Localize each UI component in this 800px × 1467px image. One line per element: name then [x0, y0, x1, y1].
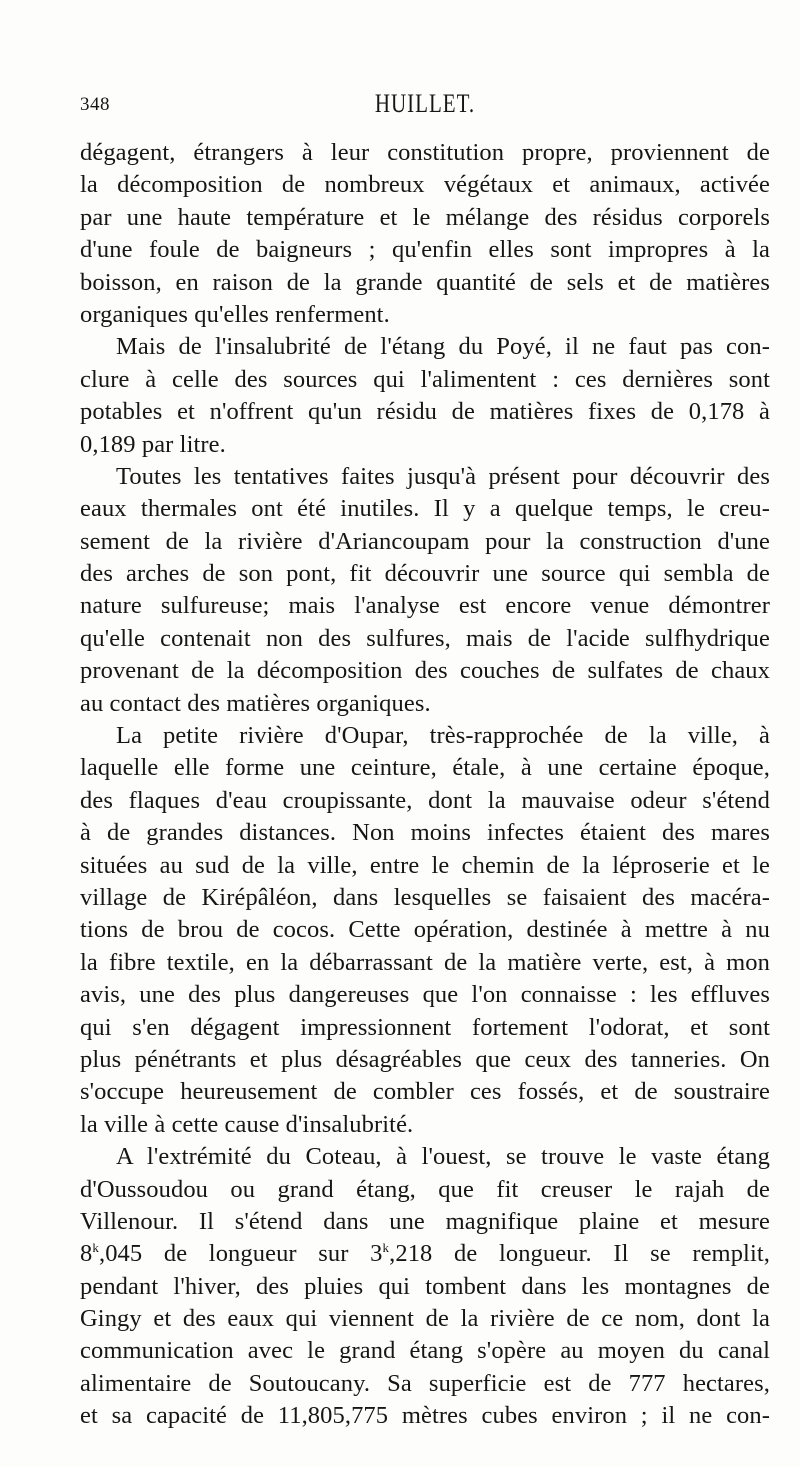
text-line: par une haute température et le mélange des résidus corporels [80, 203, 770, 231]
text-line: sement de la rivière d'Ariancoupam pour la construction d'une [80, 527, 770, 555]
text-line: la fibre textile, en la débarrassant de la matière verte, est, à mon [80, 948, 770, 976]
text-line: Villenour. Il s'étend dans une magnifique plaine et mesure [80, 1207, 770, 1235]
text-line: Toutes les tentatives faites jusqu'à présent pour découvrir des [116, 462, 770, 490]
text-line: organiques qu'elles renferment. [80, 300, 390, 328]
text-line: avis, une des plus dangereuses que l'on connaisse : les effluves [80, 981, 770, 1009]
text-line: clure à celle des sources qui l'alimentent : ces dernières sont [80, 365, 770, 393]
text-line: laquelle elle forme une ceinture, étale, à une certaine époque, [80, 754, 770, 782]
text-line: qu'elle contenait non des sulfures, mais de l'acide sulfhydrique [80, 624, 770, 652]
text-line: village de Kirépâléon, dans lesquelles se faisaient des macéra- [80, 883, 770, 911]
text-line: d'Oussoudou ou grand étang, que fit creuser le rajah de [80, 1175, 770, 1203]
text-line: potables et n'offrent qu'un résidu de matières fixes de 0,178 à [80, 398, 770, 426]
text-line: pendant l'hiver, des pluies qui tombent dans les montagnes de [80, 1272, 770, 1300]
text-line: des arches de son pont, fit découvrir une source qui sembla de [80, 560, 770, 588]
text-line: Gingy et des eaux qui viennent de la rivière de ce nom, dont la [80, 1305, 770, 1333]
text-line: provenant de la décomposition des couches de sulfates de chaux [80, 657, 770, 685]
text-line: 0,189 par litre. [80, 430, 226, 458]
text-line: 8$^k$,045 de longueur sur 3$^k$,218 de longueur. Il se remplit, [80, 1240, 770, 1268]
text-line: et sa capacité de 11,805,775 mètres cubes environ ; il ne con- [80, 1402, 770, 1430]
text-line: s'occupe heureusement de combler ces fossés, et de soustraire [80, 1078, 770, 1106]
text-line: boisson, en raison de la grande quantité de sels et de matières [80, 268, 770, 296]
running-header [80, 88, 770, 118]
page-number: 348 [80, 94, 110, 115]
running-title: HUILLET. [374, 88, 476, 118]
text-line: tions de brou de cocos. Cette opération, destinée à mettre à nu [80, 916, 770, 944]
text-line: situées au sud de la ville, entre le chemin de la léproserie et le [80, 851, 770, 879]
text-line: A l'extrémité du Coteau, à l'ouest, se trouve le vaste étang [116, 1143, 770, 1171]
text-line: au contact des matières organiques. [80, 689, 431, 717]
text-line: plus pénétrants et plus désagréables que ceux des tanneries. On [80, 1045, 770, 1073]
text-line: d'une foule de baigneurs ; qu'enfin elles sont impropres à la [80, 236, 770, 264]
text-line: alimentaire de Soutoucany. Sa superficie est de 777 hectares, [80, 1369, 770, 1397]
text-line: La petite rivière d'Oupar, très-rapprochée de la ville, à [116, 722, 770, 750]
text-line: eaux thermales ont été inutiles. Il y a quelque temps, le creu- [80, 495, 770, 523]
body-text [80, 137, 770, 1433]
text-line: dégagent, étrangers à leur constitution propre, proviennent de [80, 139, 770, 166]
text-line: qui s'en dégagent impressionnent fortement l'odorat, et sont [80, 1013, 770, 1041]
text-line: nature sulfureuse; mais l'analyse est encore venue démontrer [80, 592, 770, 620]
text-line: communication avec le grand étang s'opère au moyen du canal [80, 1337, 770, 1365]
text-line: des flaques d'eau croupissante, dont la mauvaise odeur s'étend [80, 786, 770, 814]
text-line: Mais de l'insalubrité de l'étang du Poyé, il ne faut pas con- [116, 333, 770, 361]
text-line: la décomposition de nombreux végétaux et animaux, activée [80, 171, 770, 199]
text-line: la ville à cette cause d'insalubrité. [80, 1110, 414, 1138]
text-line: à de grandes distances. Non moins infectes étaient des mares [80, 819, 770, 847]
